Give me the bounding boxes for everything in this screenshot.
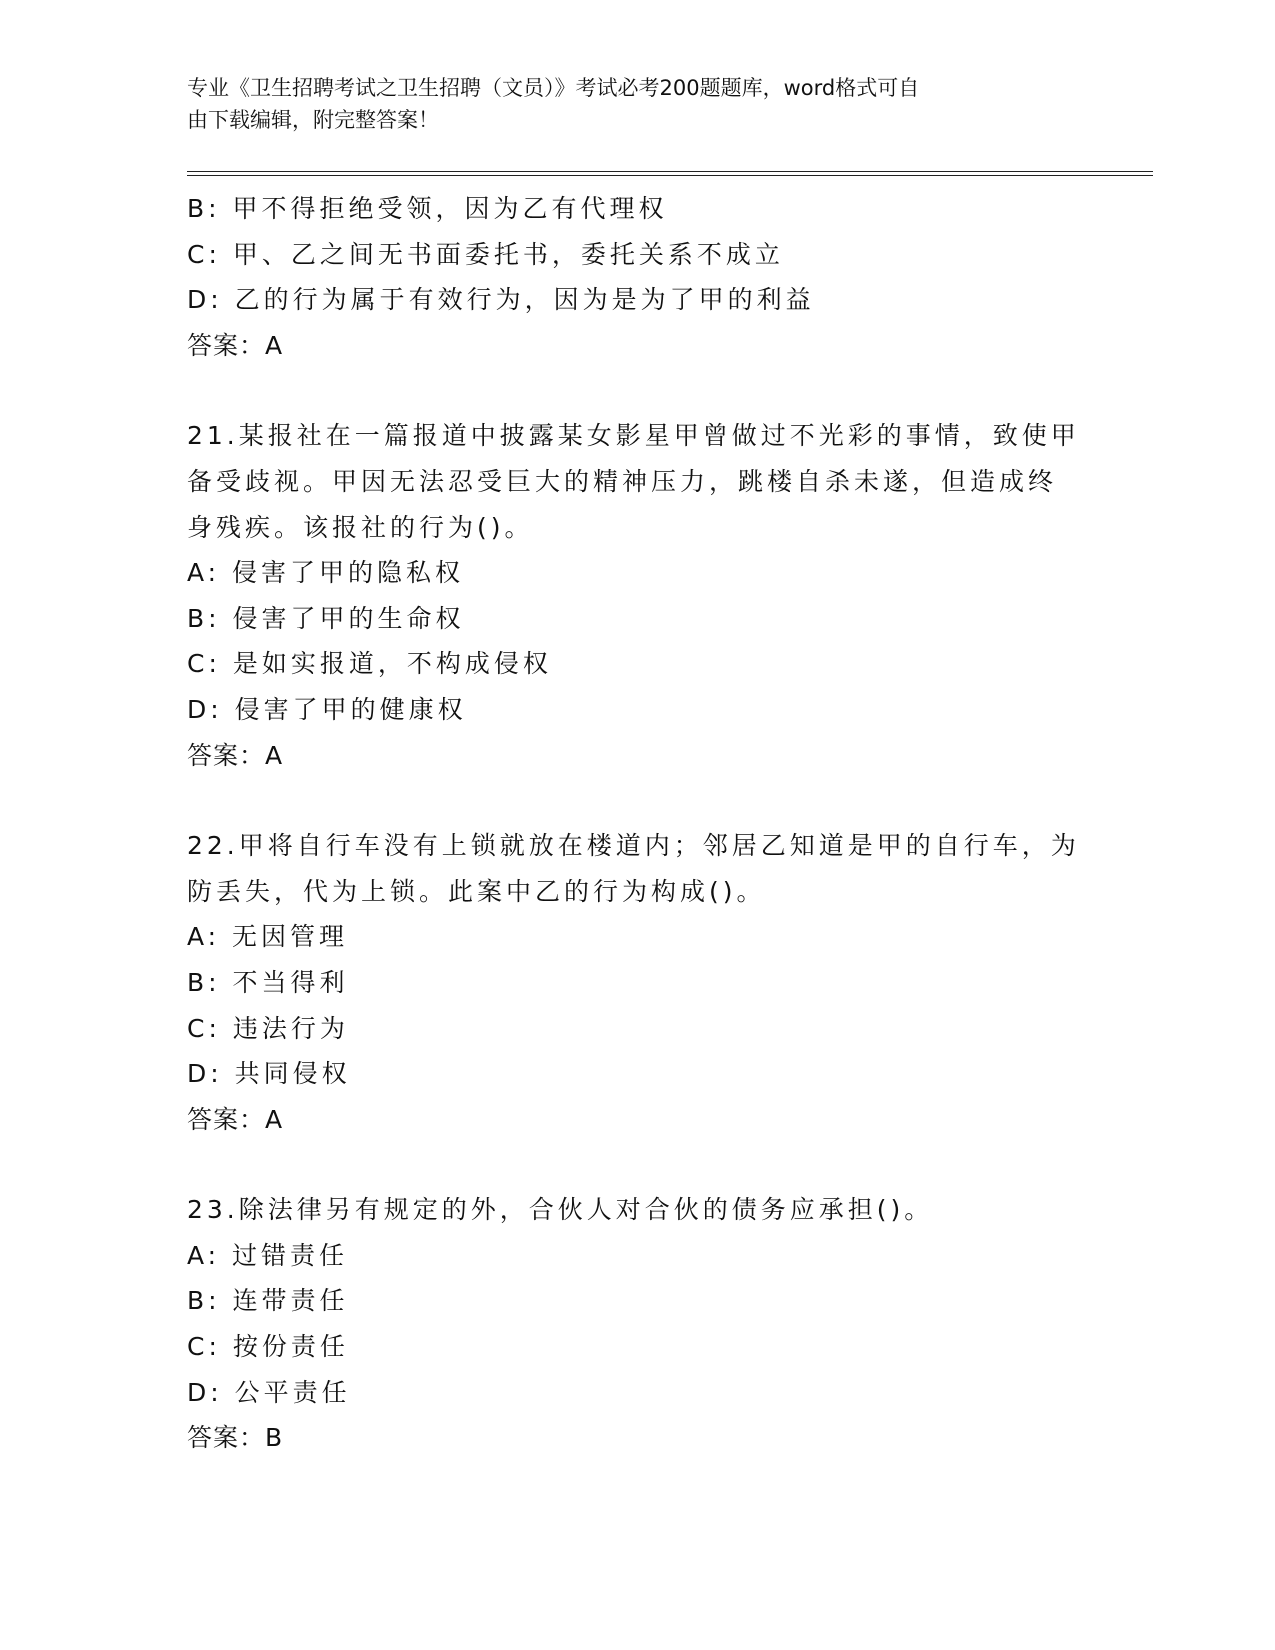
answer: 答案：A (187, 740, 284, 770)
question-stem-line: 23.除法律另有规定的外，合伙人对合伙的债务应承担()。 (187, 1195, 934, 1225)
header-line-2: 由下载编辑，附完整答案！ (187, 108, 439, 132)
carryover-question (187, 186, 1087, 368)
option-b: B: 侵害了甲的生命权 (187, 603, 465, 633)
question-22 (187, 823, 1087, 1142)
option-a: A: 过错责任 (187, 1240, 349, 1270)
option-c: C: 违法行为 (187, 1013, 349, 1043)
option-c: C: 是如实报道，不构成侵权 (187, 649, 552, 679)
question-stem-line: 21.某报社在一篇报道中披露某女影星甲曾做过不光彩的事情，致使甲 (187, 421, 1080, 451)
option-c: C: 按份责任 (187, 1332, 349, 1362)
option-d: D: 侵害了甲的健康权 (187, 694, 467, 724)
question-list (187, 186, 1087, 1461)
header-divider-bottom (187, 175, 1153, 176)
question-stem-line: 防丢失，代为上锁。此案中乙的行为构成()。 (187, 876, 766, 906)
header-divider-top (187, 171, 1153, 172)
option-d: D: 共同侵权 (187, 1059, 351, 1089)
option-b: B: 连带责任 (187, 1286, 349, 1316)
question-21 (187, 413, 1087, 778)
question-stem-line: 22.甲将自行车没有上锁就放在楼道内；邻居乙知道是甲的自行车，为 (187, 831, 1080, 861)
answer: 答案：A (187, 1104, 284, 1134)
option-b: B: 甲不得拒绝受领，因为乙有代理权 (187, 194, 668, 223)
question-stem-line: 身残疾。该报社的行为()。 (187, 512, 534, 542)
answer: 答案：A (187, 330, 284, 360)
option-d: D: 公平责任 (187, 1377, 351, 1407)
option-b: B: 不当得利 (187, 967, 349, 997)
question-stem-line: 备受歧视。甲因无法忍受巨大的精神压力，跳楼自杀未遂，但造成终 (187, 466, 1058, 496)
document-header (187, 72, 1067, 136)
header-line-1: 专业《卫生招聘考试之卫生招聘（文员）》考试必考200题题库，word格式可自 (187, 76, 920, 100)
option-c: C: 甲、乙之间无书面委托书，委托关系不成立 (187, 239, 784, 269)
question-23 (187, 1187, 1087, 1461)
option-d: D: 乙的行为属于有效行为，因为是为了甲的利益 (187, 285, 815, 315)
answer: 答案：B (187, 1423, 284, 1453)
option-a: A: 无因管理 (187, 922, 349, 952)
option-a: A: 侵害了甲的隐私权 (187, 558, 465, 588)
